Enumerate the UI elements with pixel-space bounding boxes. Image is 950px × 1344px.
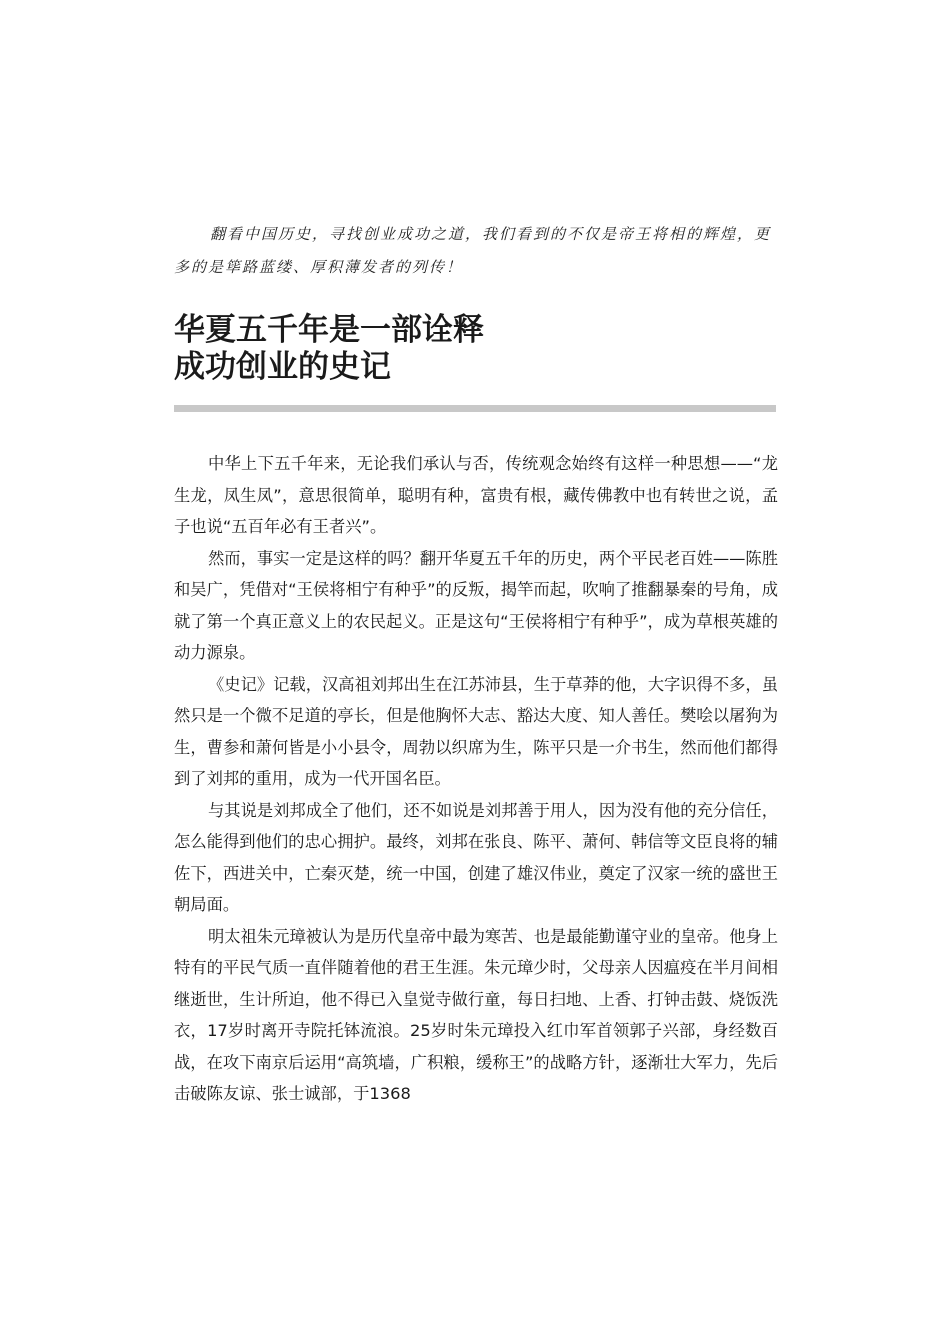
paragraph: 明太祖朱元璋被认为是历代皇帝中最为寒苦、也是最能勤谨守业的皇帝。他身上特有的平民气质一直伴随着他的君王生涯。朱元璋少时，父母亲人因瘟疫在半月间相继逝世，生计所迫，他不得已入皇觉寺做行童，每日扫地、上香、打钟击鼓、烧饭洗衣，17岁时离开寺院托钵流浪。25岁时朱元璋投入红巾军首领郭子兴部，身经数百战，在攻下南京后运用“高筑墙，广积粮，缓称王”的战略方针，逐渐壮大军力，先后击破陈友谅、张士诚部，于1368 [174,926,778,1103]
body-text [174,448,778,1110]
paragraph: 《史记》记载，汉高祖刘邦出生在江苏沛县，生于草莽的他，大字识得不多，虽然只是一个微不足道的亭长，但是他胸怀大志、豁达大度、知人善任。樊哙以屠狗为生，曹参和萧何皆是小小县令，周勃以织席为生，陈平只是一介书生，然而他们都得到了刘邦的重用，成为一代开国名臣。 [174,674,778,788]
chapter-title-line-2: 成功创业的史记 [174,349,391,385]
title-divider [174,405,776,412]
paragraph: 然而，事实一定是这样的吗？翻开华夏五千年的历史，两个平民老百姓——陈胜和吴广，凭借对“王侯将相宁有种乎”的反叛，揭竿而起，吹响了推翻暴秦的号角，成就了第一个真正意义上的农民起义。正是这句“王侯将相宁有种乎”，成为草根英雄的动力源泉。 [174,548,778,662]
chapter-intro [174,218,778,284]
paragraph: 中华上下五千年来，无论我们承认与否，传统观念始终有这样一种思想——“龙生龙，凤生凤”，意思很简单，聪明有种，富贵有根，藏传佛教中也有转世之说，孟子也说“五百年必有王者兴”。 [174,454,778,536]
chapter-title [174,312,774,386]
paragraph: 与其说是刘邦成全了他们，还不如说是刘邦善于用人，因为没有他的充分信任，怎么能得到他们的忠心拥护。最终，刘邦在张良、陈平、萧何、韩信等文臣良将的辅佐下，西进关中，亡秦灭楚，统一中国，创建了雄汉伟业，奠定了汉家一统的盛世王朝局面。 [174,800,778,914]
intro-text: 翻看中国历史，寻找创业成功之道，我们看到的不仅是帝王将相的辉煌，更多的是筚路蓝缕、厚积薄发者的列传！ [174,225,772,276]
chapter-title-line-1: 华夏五千年是一部诠释 [174,312,484,348]
